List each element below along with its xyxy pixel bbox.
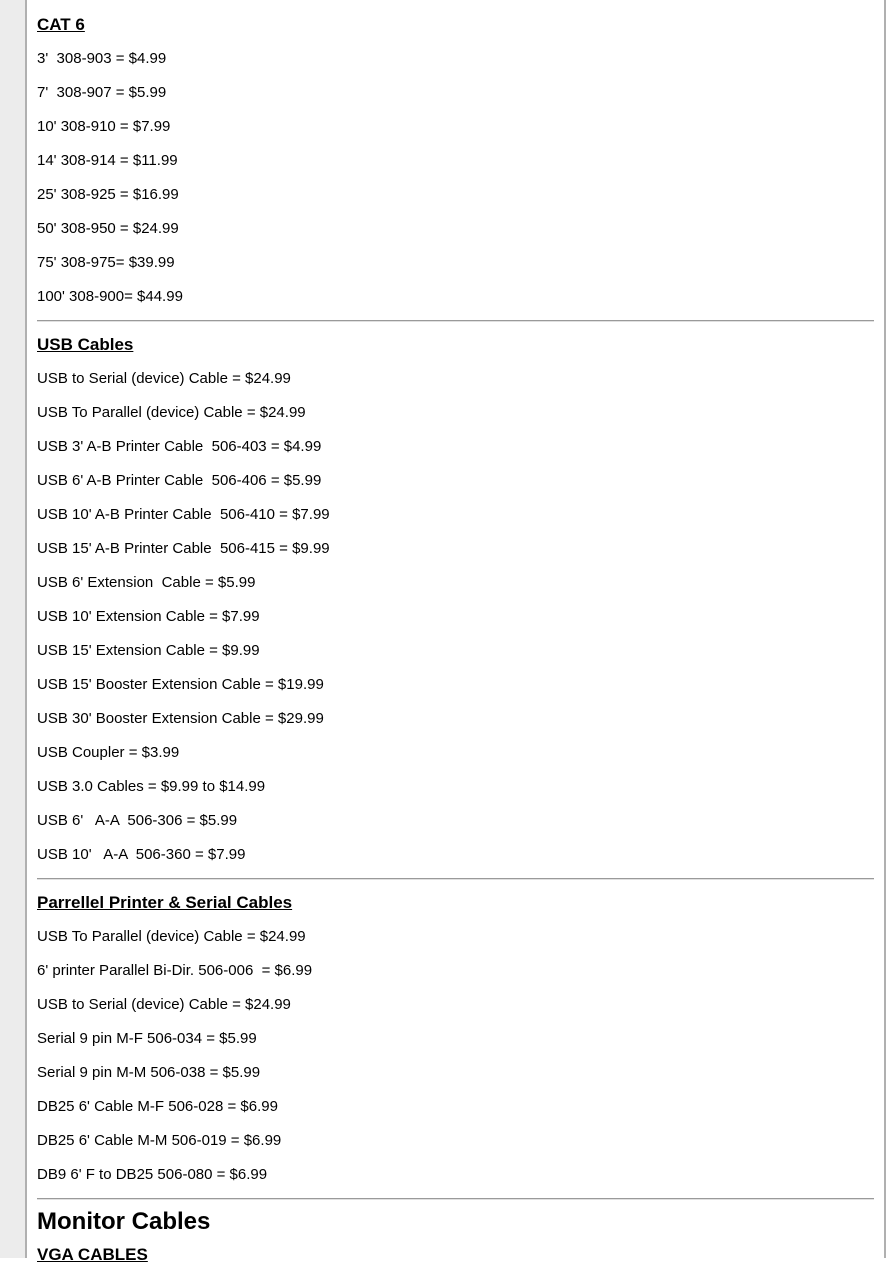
list-item: USB 3' A-B Printer Cable 506-403 = $4.99 [37, 438, 322, 455]
list-item: USB Coupler = $3.99 [37, 744, 180, 761]
list-item: USB 30' Booster Extension Cable = $29.99 [37, 710, 324, 727]
list-item: 10' 308-910 = $7.99 [37, 118, 171, 135]
list-item: USB 15' Booster Extension Cable = $19.99 [37, 676, 324, 693]
divider [37, 878, 874, 880]
list-item: USB 15' A-B Printer Cable 506-415 = $9.99 [37, 540, 330, 557]
list-item: DB9 6' F to DB25 506-080 = $6.99 [37, 1166, 268, 1183]
left-gutter [0, 0, 27, 1258]
section-title-usb: USB Cables [37, 335, 134, 354]
list-item: USB To Parallel (device) Cable = $24.99 [37, 928, 306, 945]
list-item: USB 10' Extension Cable = $7.99 [37, 608, 260, 625]
list-item: 75' 308-975= $39.99 [37, 254, 175, 271]
list-item: USB 6' Extension Cable = $5.99 [37, 574, 256, 591]
list-item: USB to Serial (device) Cable = $24.99 [37, 370, 291, 387]
list-item: USB 6' A-A 506-306 = $5.99 [37, 812, 238, 829]
list-item: DB25 6' Cable M-M 506-019 = $6.99 [37, 1132, 282, 1149]
list-item: USB 3.0 Cables = $9.99 to $14.99 [37, 778, 266, 795]
list-item: 100' 308-900= $44.99 [37, 288, 183, 305]
list-item: USB to Serial (device) Cable = $24.99 [37, 996, 291, 1013]
list-item: USB 10' A-A 506-360 = $7.99 [37, 846, 246, 863]
subsection-title-vga: VGA CABLES [37, 1245, 148, 1264]
section-title-cat6: CAT 6 [37, 15, 85, 34]
list-item: 50' 308-950 = $24.99 [37, 220, 179, 237]
divider [37, 320, 874, 322]
list-item: Serial 9 pin M-M 506-038 = $5.99 [37, 1064, 261, 1081]
list-item: USB 6' A-B Printer Cable 506-406 = $5.99 [37, 472, 322, 489]
list-item: USB 10' A-B Printer Cable 506-410 = $7.99 [37, 506, 330, 523]
section-title-parallel-serial: Parrellel Printer & Serial Cables [37, 893, 293, 912]
list-item: 6' printer Parallel Bi-Dir. 506-006 = $6.99 [37, 962, 313, 979]
list-item: Serial 9 pin M-F 506-034 = $5.99 [37, 1030, 257, 1047]
list-item: 25' 308-925 = $16.99 [37, 186, 179, 203]
divider [37, 1198, 874, 1200]
section-title-monitor-cables: Monitor Cables [37, 1208, 211, 1235]
list-item: 14' 308-914 = $11.99 [37, 152, 178, 169]
list-item: 7' 308-907 = $5.99 [37, 84, 167, 101]
list-item: DB25 6' Cable M-F 506-028 = $6.99 [37, 1098, 278, 1115]
list-item: 3' 308-903 = $4.99 [37, 50, 167, 67]
list-item: USB To Parallel (device) Cable = $24.99 [37, 404, 306, 421]
list-item: USB 15' Extension Cable = $9.99 [37, 642, 260, 659]
